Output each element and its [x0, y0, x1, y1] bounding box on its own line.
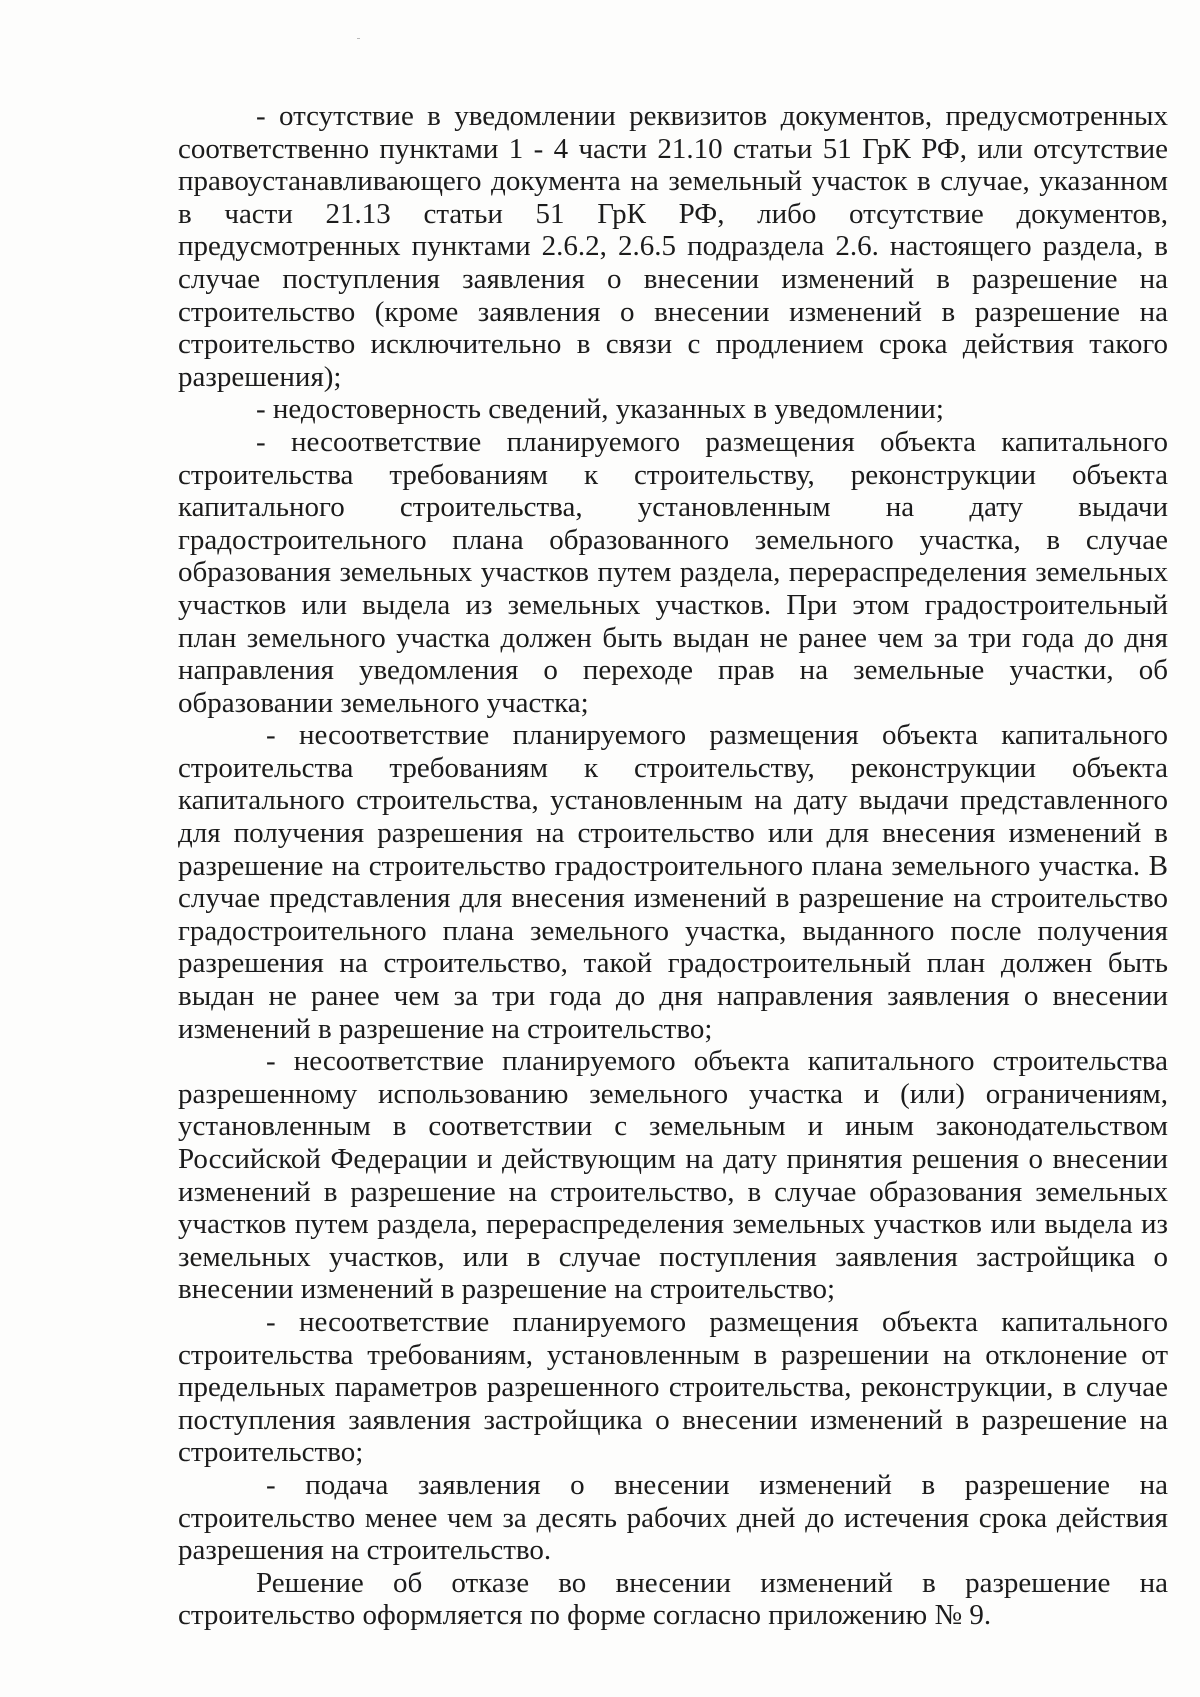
- paragraph-permitted-use-mismatch: - несоответствие планируемого объекта капитального строительства разрешенному использованию земельного участка и (или) ограничениям, установленным в соответствии с земельным и иным законодательством Российской Федерации и действующим на дату принятия решения о внесении изменений в разрешение на строительство, в случае образования земельных участков путем раздела, перераспределения земельных участков или выдела из земельных участков, или в случае поступления заявления застройщика о внесении изменений в разрешение на строительство;: [178, 1045, 1168, 1306]
- paragraph-missing-requisites: - отсутствие в уведомлении реквизитов документов, предусмотренных соответственно пунктами 1 - 4 части 21.10 статьи 51 ГрК РФ, или отсутствие правоустанавливающего документа на земельный участок в случае, указанном в части 21.13 статьи 51 ГрК РФ, либо отсутствие документов, предусмотренных пунктами 2.6.2, 2.6.5 подраздела 2.6. настоящего раздела, в случае поступления заявления о внесении изменений в разрешение на строительство (кроме заявления о внесении изменений в разрешение на строительство исключительно в связи с продлением срока действия такого разрешения);: [178, 100, 1168, 393]
- scan-speck: [357, 38, 360, 39]
- paragraph-false-information: - недостоверность сведений, указанных в уведомлении;: [256, 393, 944, 426]
- paragraph-gpzu-permit-mismatch: - несоответствие планируемого размещения объекта капитального строительства требованиям к строительству, реконструкции объекта капитального строительства, установленным на дату выдачи представленного для получения разрешения на строительство или для внесения изменений в разрешение на строительство градостроительного плана земельного участка. В случае представления для внесения изменений в разрешение на строительство градостроительного плана земельного участка, выданного после получения разрешения на строительство, такой градостроительный план должен быть выдан не ранее чем за три года до дня направления заявления о внесении изменений в разрешение на строительство;: [178, 719, 1168, 1045]
- paragraph-late-application: - подача заявления о внесении изменений в разрешение на строительство менее чем за десять рабочих дней до истечения срока действия разрешения на строительство.: [178, 1468, 1168, 1567]
- paragraph-refusal-form: Решение об отказе во внесении изменений в разрешение на строительство оформляется по форме согласно приложению № 9.: [178, 1566, 1168, 1632]
- document-body: [178, 100, 1168, 1632]
- paragraph-gpzu-issue-date-mismatch: - несоответствие планируемого размещения объекта капитального строительства требованиям к строительству, реконструкции объекта капитального строительства, установленным на дату выдачи градостроительного плана образованного земельного участка, в случае образования земельных участков путем раздела, перераспределения земельных участков или выдела из земельных участков. При этом градостроительный план земельного участка должен быть выдан не ранее чем за три года до дня направления уведомления о переходе прав на земельные участки, об образовании земельного участка;: [178, 425, 1168, 719]
- paragraph-deviation-permit-mismatch: - несоответствие планируемого размещения объекта капитального строительства требованиям, установленным в разрешении на отклонение от предельных параметров разрешенного строительства, реконструкции, в случае поступления заявления застройщика о внесении изменений в разрешение на строительство;: [178, 1305, 1168, 1469]
